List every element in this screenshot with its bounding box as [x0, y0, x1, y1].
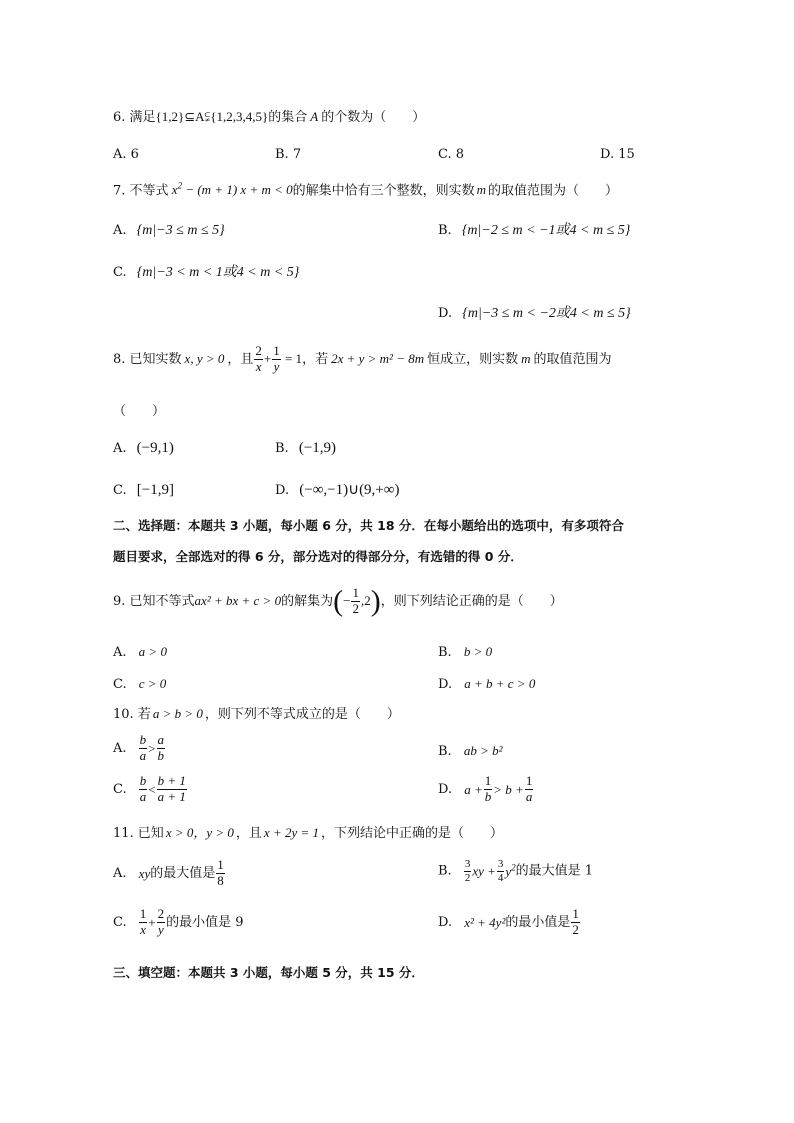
q7-option-b-label: B.	[438, 223, 452, 238]
q9-option-b-text: b > 0	[463, 644, 493, 659]
q9-option-d[interactable]	[438, 677, 535, 691]
q11-stem	[113, 826, 503, 840]
q7-stem	[113, 182, 618, 197]
q8-option-c-text: [−1,9]	[136, 482, 174, 498]
q11-option-d-expr: x² + 4y²	[464, 914, 506, 930]
q8-stem-and: ，且	[227, 351, 254, 367]
q11-stem-and: ，且	[235, 826, 262, 841]
q8-option-c-label: C.	[113, 483, 127, 498]
q7-inequality: $x^2 - (m + 1) x + m < 0$	[168, 181, 293, 198]
q9-stem-mid: 的解集为	[281, 593, 334, 609]
q8-option-b-label: B.	[275, 441, 289, 456]
q6-option-d[interactable]: D. 15	[600, 147, 635, 162]
q7-option-c[interactable]	[113, 266, 299, 280]
q11-option-a-label: A.	[113, 865, 127, 881]
q6-variable: A	[310, 109, 319, 124]
q10-option-b-text: ab > b²	[463, 743, 503, 758]
q11-option-d-label: D.	[438, 914, 453, 930]
q8-stem-prefix: 8. 已知实数	[113, 351, 182, 367]
q9-option-b-label: B.	[438, 645, 452, 660]
q11-option-a-text: 的最大值是	[150, 865, 216, 881]
q6-option-c[interactable]: C. 8	[438, 147, 465, 162]
q8-variable: m	[521, 350, 531, 366]
q7-stem-end: 的取值范围为（ ）	[488, 183, 619, 199]
q8-stem-mid: ，若	[302, 351, 329, 367]
q6-option-a[interactable]: A. 6	[113, 147, 139, 162]
q8-option-a-text: (−9,1)	[136, 440, 174, 456]
q7-option-a-text: {m|−3 ≤ m ≤ 5}	[136, 223, 225, 238]
q7-option-b-text: {m|−2 ≤ m < −1或4 < m ≤ 5}	[461, 223, 631, 238]
q8-option-c[interactable]	[113, 483, 174, 498]
q8-vars: x, y > 0	[184, 350, 225, 366]
q8-stem-end1: 恒成立，则实数	[427, 351, 519, 367]
q8-fraction-2-over-x: $\frac{2}{x}$	[255, 343, 262, 374]
q6-stem-prefix: 6. 满足	[113, 110, 156, 125]
q10-stem	[113, 707, 400, 721]
q7-option-b[interactable]	[438, 224, 630, 238]
q8-option-b-text: (−1,9)	[298, 440, 337, 456]
q8-fraction-1-over-y: $\frac{1}{y}$	[273, 343, 280, 374]
q9-option-b[interactable]	[438, 645, 492, 659]
q8-condition: 2x + y > m² − 8m	[331, 350, 425, 366]
q6-stem	[113, 110, 425, 124]
q7-option-a-label: A.	[113, 223, 127, 238]
q8-option-d-text: (−∞,−1)∪(9,+∞)	[299, 482, 400, 498]
q11-option-a[interactable]: A. xy的最大值是 $\frac{1}{8}$	[113, 857, 224, 888]
q11-condition-positive: x > 0，y > 0	[165, 825, 234, 840]
q9-option-c-label: C.	[113, 677, 127, 692]
q9-stem-prefix: 9. 已知不等式	[113, 593, 195, 609]
q8-option-d[interactable]	[275, 483, 399, 498]
q9-option-d-label: D.	[438, 677, 453, 692]
section2-heading-line2: 题目要求，全部选对的得 6 分，部分选对的得部分分，有选错的得 0 分．	[113, 549, 523, 564]
q10-option-b-label: B.	[438, 744, 452, 759]
q11-stem-end: ，下列结论中正确的是（ ）	[321, 826, 504, 841]
q8-stem: 8. 已知实数 x, y > 0 ，且 $\frac{2}{x}$ + $\frac{1}{y}$ = 1，若 2x + y > m² − 8m 恒成立，则实数 m 的取值范围为	[113, 343, 612, 374]
q6-set-expression: {1,2}⊆A⫋{1,2,3,4,5}	[155, 109, 269, 124]
q9-stem-end: ，则下列结论正确的是（ ）	[380, 593, 563, 609]
q11-option-c-label: C.	[113, 914, 127, 930]
q10-stem-end: ，则下列不等式成立的是（ ）	[204, 707, 400, 722]
q11-option-c-text: 的最小值是 9	[166, 914, 244, 930]
q9-option-a-label: A.	[113, 645, 127, 660]
section2-heading-line1: 二、选择题：本题共 3 小题，每小题 6 分，共 18 分．在每小题给出的选项中，有多项符合	[113, 518, 624, 533]
q7-stem-prefix: 7. 不等式	[113, 183, 169, 199]
q6-stem-end: 的个数为（ ）	[321, 110, 426, 125]
q9-option-a-text: a > 0	[138, 644, 167, 659]
q11-option-b[interactable]: B. $\frac{3}{2}$ xy + $\frac{3}{4}$ $y^2$的最大值是 1	[438, 858, 594, 884]
q10-option-c[interactable]: C. $\frac{b}{a}$ < $\frac{b + 1}{a + 1}$	[113, 773, 186, 804]
q10-option-b[interactable]	[438, 744, 503, 758]
q11-stem-prefix: 11. 已知	[113, 826, 164, 841]
q10-condition: a > b > 0	[152, 706, 203, 721]
q9-option-a[interactable]	[113, 645, 167, 659]
q10-option-a[interactable]: A. $\frac{b}{a}$ > $\frac{a}{b}$	[113, 732, 165, 763]
q8-option-a[interactable]	[113, 441, 174, 456]
q9-option-c[interactable]	[113, 677, 166, 691]
q8-option-b[interactable]	[275, 441, 336, 456]
section3-heading: 三、填空题：本题共 3 小题，每小题 5 分，共 15 分．	[113, 965, 424, 980]
q11-option-c[interactable]: C. $\frac{1}{x}$ + $\frac{2}{y}$ 的最小值是 9	[113, 906, 244, 937]
q7-option-d-label: D.	[438, 306, 453, 321]
q7-option-a[interactable]	[113, 224, 225, 238]
q6-option-b[interactable]: B. 7	[275, 147, 302, 162]
q9-option-c-text: c > 0	[138, 676, 167, 691]
q7-option-c-label: C.	[113, 265, 127, 280]
q11-option-a-var: xy	[138, 865, 151, 881]
q8-option-d-label: D.	[275, 483, 290, 498]
q7-option-c-text: {m|−3 < m < 1或4 < m < 5}	[136, 265, 300, 280]
q10-option-d-label: D.	[438, 781, 453, 797]
q9-inequality: ax² + bx + c > 0	[194, 592, 282, 608]
q7-variable: m	[476, 182, 487, 198]
q9-stem: 9. 已知不等式ax² + bx + c > 0的解集为(− $\frac{1}{2}$ ,2)，则下列结论正确的是（ ）	[113, 584, 563, 618]
q8-answer-paren: （ ）	[113, 404, 166, 419]
q11-option-b-text: 的最大值是 1	[515, 863, 594, 879]
q11-option-d-text: 的最小值是	[505, 914, 571, 930]
q11-option-d[interactable]: D. x² + 4y²的最小值是 $\frac{1}{2}$	[438, 906, 579, 937]
q6-stem-post: 的集合	[268, 110, 308, 125]
q9-fraction-1-over-2: $\frac{1}{2}$	[352, 585, 359, 616]
q10-option-a-label: A.	[113, 740, 127, 756]
q7-option-d-text: {m|−3 ≤ m < −2或4 < m ≤ 5}	[462, 306, 631, 321]
q11-option-b-label: B.	[438, 863, 452, 879]
q8-option-a-label: A.	[113, 441, 127, 456]
q9-option-d-text: a + b + c > 0	[464, 676, 536, 691]
q10-option-c-label: C.	[113, 781, 127, 797]
q10-option-d[interactable]: D. a + $\frac{1}{b}$ > b + $\frac{1}{a}$	[438, 773, 533, 804]
q8-stem-end2: 的取值范围为	[533, 351, 612, 367]
q7-option-d[interactable]	[438, 307, 631, 321]
q7-stem-mid: 的解集中恰有三个整数，则实数	[292, 183, 475, 199]
q11-condition-sum: x + 2y = 1	[263, 825, 320, 840]
q10-stem-prefix: 10. 若	[113, 707, 151, 722]
